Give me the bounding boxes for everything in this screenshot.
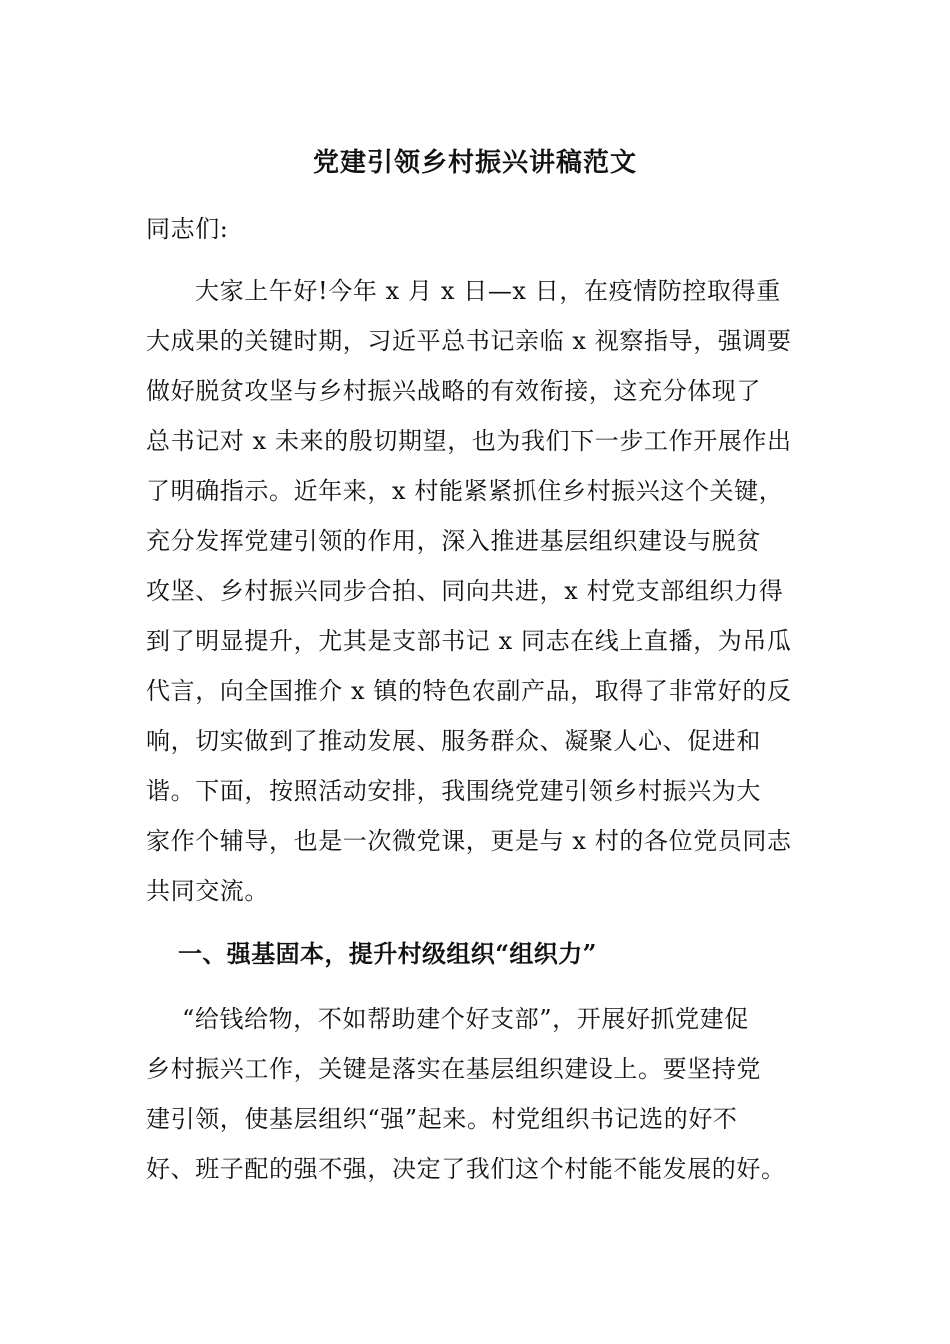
paragraph-line: 充分发挥党建引领的作用，深入推进基层组织建设与脱贫 (146, 527, 761, 555)
paragraph-line: 总书记对 x 未来的殷切期望，也为我们下一步工作开展作出 (146, 427, 792, 455)
paragraph-line: 谐。下面，按照活动安排，我围绕党建引领乡村振兴为大 (146, 777, 761, 805)
paragraph-line: 大成果的关键时期，习近平总书记亲临 x 视察指导，强调要 (146, 327, 792, 355)
paragraph-line: 响，切实做到了推动发展、服务群众、凝聚人心、促进和 (146, 727, 761, 755)
paragraph-line: 攻坚、乡村振兴同步合拍、同向共进，x 村党支部组织力得 (146, 577, 784, 605)
paragraph-line: 乡村振兴工作，关键是落实在基层组织建设上。要坚持党 (146, 1055, 761, 1083)
section-heading: 一、强基固本，提升村级组织“组织力” (178, 939, 597, 968)
salutation: 同志们: (146, 215, 229, 243)
paragraph-line: 到了明显提升，尤其是支部书记 x 同志在线上直播，为吊瓜 (146, 627, 792, 655)
paragraph-line: 建引领，使基层组织“强”起来。村党组织书记选的好不 (146, 1105, 738, 1133)
paragraph-line: 家作个辅导，也是一次微党课，更是与 x 村的各位党员同志 (146, 827, 792, 855)
paragraph-line: 做好脱贫攻坚与乡村振兴战略的有效衔接，这充分体现了 (146, 377, 761, 405)
paragraph-line: 共同交流。 (146, 877, 269, 905)
paragraph-line: 大家上午好!今年 x 月 x 日—x 日，在疫情防控取得重 (195, 277, 781, 305)
paragraph-line: “给钱给物，不如帮助建个好支部”，开展好抓党建促 (182, 1005, 749, 1033)
paragraph-line: 代言，向全国推介 x 镇的特色农副产品，取得了非常好的反 (146, 677, 792, 705)
document-title: 党建引领乡村振兴讲稿范文 (312, 148, 637, 178)
paragraph-line: 了明确指示。近年来，x 村能紧紧抓住乡村振兴这个关键， (146, 477, 784, 505)
paragraph-line: 好、班子配的强不强，决定了我们这个村能不能发展的好。 (146, 1155, 786, 1183)
